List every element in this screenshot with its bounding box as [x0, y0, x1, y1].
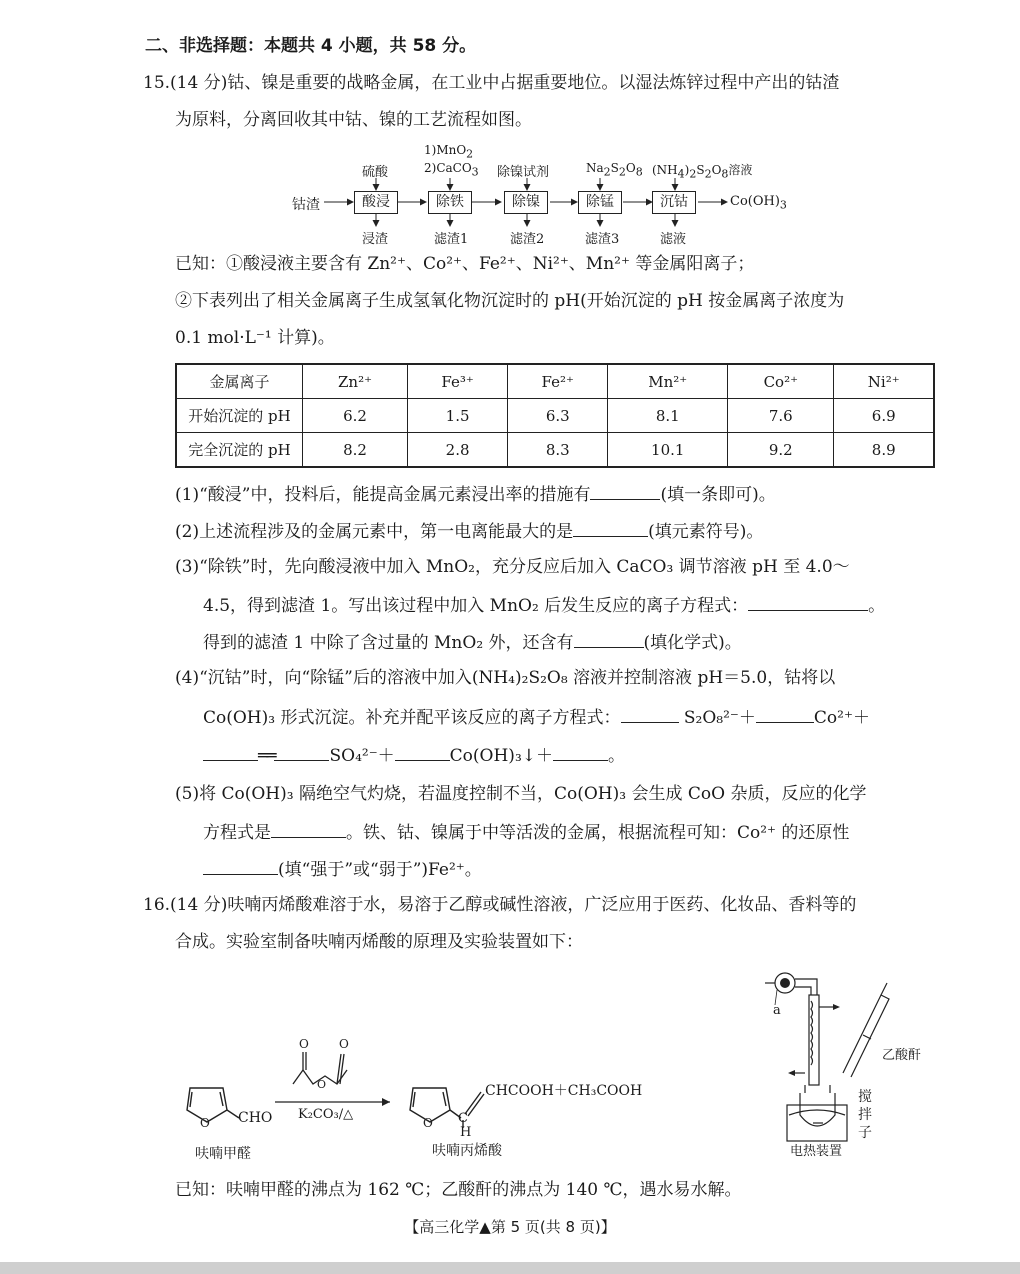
reagent-na2s2o8: $Na_2S_2O_8$ — [586, 161, 643, 179]
output-filtrate: 滤液 — [660, 232, 687, 247]
product-group: CHCOOH＋CH₃COOH — [485, 1083, 643, 1099]
table-header-cell: Co²⁺ — [728, 364, 834, 399]
apparatus-label-stir-2: 拌 — [858, 1107, 872, 1123]
reagent-nickel-remover: 除镍试剂 — [497, 165, 550, 180]
answer-blank[interactable] — [553, 746, 608, 761]
table-cell: 6.2 — [303, 399, 408, 433]
q15-part2-text: (2)上述流程涉及的金属元素中，第一电离能最大的是 — [175, 522, 574, 542]
apparatus-label-heater: 电热装置 — [790, 1144, 843, 1159]
equation-cooh3: Co(OH)₃↓＋ — [449, 746, 553, 766]
q15-part3-line3-text: 得到的滤渣 1 中除了含过量的 MnO₂ 外，还含有 — [203, 633, 574, 653]
table-cell: 10.1 — [608, 433, 728, 468]
apparatus-label-stir-3: 子 — [858, 1125, 872, 1141]
q15-part2-tail: (填元素符号)。 — [648, 522, 764, 542]
q15-part5-line2a: 方程式是 — [203, 823, 271, 843]
q15-part4-line2 — [203, 708, 870, 727]
flow-step-precipitate-cobalt: 沉钴 — [652, 191, 696, 214]
equals-sign-icon: ══ — [258, 746, 275, 766]
output-residue-3: 滤渣3 — [585, 232, 620, 247]
q15-part3-line3 — [203, 633, 742, 652]
q15-intro-line2: 为原料，分离回收其中钴、镍的工艺流程如图。 — [175, 110, 532, 130]
table-cell: 2.8 — [408, 433, 508, 468]
table-cell: 8.9 — [834, 433, 934, 468]
answer-blank[interactable] — [573, 522, 648, 537]
apparatus-label-acetic-anhydride: 乙酸酐 — [882, 1048, 922, 1063]
answer-blank[interactable] — [748, 596, 868, 611]
equation-end: 。 — [608, 746, 625, 766]
apparatus-diagram — [745, 965, 945, 1165]
product-name: 呋喃丙烯酸 — [432, 1143, 502, 1159]
flow-step-remove-manganese: 除锰 — [578, 191, 622, 214]
q15-part5-line1: (5)将 Co(OH)₃ 隔绝空气灼烧，若温度控制不当，Co(OH)₃ 会生成 CoO 杂质，反应的化学 — [175, 784, 867, 804]
q15-part3-line2-text: 4.5，得到滤渣 1。写出该过程中加入 MnO₂ 后发生反应的离子方程式： — [203, 596, 749, 616]
q15-part3-line1: (3)“除铁”时，先向酸浸液中加入 MnO₂，充分反应后加入 CaCO₃ 调节溶液 pH 至 4.0～ — [175, 557, 850, 577]
q15-part3-line3-tail: (填化学式)。 — [643, 633, 742, 653]
bottom-bar — [0, 1262, 1020, 1274]
table-header-cell: Fe²⁺ — [508, 364, 608, 399]
apparatus-label-a: a — [773, 1003, 781, 1018]
table-cell: 开始沉淀的 pH — [176, 399, 303, 433]
q15-part1-text: (1)“酸浸”中，投料后，能提高金属元素浸出率的措施有 — [175, 485, 591, 505]
furan-ring-product — [410, 1088, 484, 1128]
table-cell: 8.2 — [303, 433, 408, 468]
table-cell: 6.3 — [508, 399, 608, 433]
q16-intro-line2: 合成。实验室制备呋喃丙烯酸的原理及实验装置如下： — [175, 932, 583, 952]
svg-text:O: O — [423, 1116, 433, 1130]
table-cell: 完全沉淀的 pH — [176, 433, 303, 468]
table-cell: 8.1 — [608, 399, 728, 433]
q15-part5-line2b: 。铁、钴、镍属于中等活泼的金属，根据流程可知：Co²⁺ 的还原性 — [346, 823, 850, 843]
equation-co2plus: Co²⁺＋ — [813, 708, 870, 728]
q15-known-2-line2: 0.1 mol·L⁻¹ 计算)。 — [175, 328, 335, 348]
reaction-condition: K₂CO₃/△ — [298, 1107, 354, 1122]
q15-known-2-line1: ②下表列出了相关金属离子生成氢氧化物沉淀时的 pH(开始沉淀的 pH 按金属离子浓度为 — [175, 291, 845, 311]
output-residue-1: 滤渣1 — [434, 232, 469, 247]
reactant-cho-group: CHO — [238, 1110, 273, 1126]
q16-intro-line1: 16.(14 分)呋喃丙烯酸难溶于水，易溶于乙醇或碱性溶液，广泛应用于医药、化妆品、香料等的 — [143, 895, 857, 915]
table-cell: 8.3 — [508, 433, 608, 468]
ph-table — [175, 363, 935, 468]
q15-part1 — [175, 485, 776, 504]
flow-step-acid-leach: 酸浸 — [354, 191, 398, 214]
equation-so4: SO₄²⁻＋ — [329, 746, 395, 766]
q15-part3-line2-tail: 。 — [868, 596, 886, 616]
reagent-caco3: 2)CaCO$_3$ — [424, 161, 479, 179]
table-header-cell: Ni²⁺ — [834, 364, 934, 399]
flow-step-remove-iron: 除铁 — [428, 191, 472, 214]
table-header-row — [176, 364, 934, 399]
q15-part5-line3-text: (填“强于”或“弱于”)Fe²⁺。 — [278, 860, 482, 880]
svg-text:O: O — [339, 1037, 349, 1051]
equation-s2o8: S₂O₈²⁻＋ — [683, 708, 756, 728]
answer-blank[interactable] — [756, 708, 814, 723]
flow-step-remove-nickel: 除镍 — [504, 191, 548, 214]
product-ch-label: C — [458, 1111, 468, 1126]
table-row — [176, 433, 934, 468]
answer-blank[interactable] — [271, 823, 346, 838]
answer-blank[interactable] — [574, 633, 644, 648]
svg-text:O: O — [299, 1037, 309, 1051]
furan-ring-reactant — [187, 1088, 239, 1122]
reagent-nh4-s2o8-solution: $(NH_4)_2S_2O_8$溶液 — [652, 163, 753, 181]
answer-blank[interactable] — [203, 860, 278, 875]
q15-part4-line3 — [203, 746, 625, 765]
svg-text:O: O — [200, 1116, 210, 1130]
table-cell: 7.6 — [728, 399, 834, 433]
flow-start: 钴渣 — [292, 197, 320, 213]
output-leach-residue: 浸渣 — [362, 232, 389, 247]
table-cell: 6.9 — [834, 399, 934, 433]
reagent-mno2: 1)MnO$_2$ — [424, 143, 474, 161]
q15-part5-line2 — [203, 823, 849, 842]
q15-part1-tail: (填一条即可)。 — [660, 485, 776, 505]
q15-part3-line2 — [203, 596, 885, 615]
table-header-cell: 金属离子 — [176, 364, 303, 399]
q15-known-1: 已知：①酸浸液主要含有 Zn²⁺、Co²⁺、Fe²⁺、Ni²⁺、Mn²⁺ 等金属阳离子； — [175, 254, 755, 274]
q16-known: 已知：呋喃甲醛的沸点为 162 ℃；乙酸酐的沸点为 140 ℃，遇水易水解。 — [175, 1180, 742, 1200]
product-h-label: H — [460, 1125, 472, 1140]
apparatus-label-stir-1: 搅 — [858, 1089, 872, 1105]
page-footer: 【高三化学▲第 5 页(共 8 页)】 — [404, 1218, 616, 1236]
reactant-name: 呋喃甲醛 — [195, 1146, 251, 1162]
answer-blank[interactable] — [274, 746, 329, 761]
answer-blank[interactable] — [590, 485, 660, 500]
table-cell: 1.5 — [408, 399, 508, 433]
q15-part2 — [175, 522, 763, 541]
table-header-cell: Fe³⁺ — [408, 364, 508, 399]
answer-blank[interactable] — [621, 708, 679, 723]
reagent-sulfuric-acid: 硫酸 — [362, 165, 389, 180]
answer-blank[interactable] — [395, 746, 450, 761]
svg-text:O: O — [317, 1078, 327, 1091]
q15-part4-line1: (4)“沉钴”时，向“除锰”后的溶液中加入(NH₄)₂S₂O₈ 溶液并控制溶液 pH＝5.0，钴将以 — [175, 668, 836, 688]
output-residue-2: 滤渣2 — [510, 232, 545, 247]
table-header-cell: Mn²⁺ — [608, 364, 728, 399]
table-header-cell: Zn²⁺ — [303, 364, 408, 399]
q15-part4-line2-text: Co(OH)₃ 形式沉淀。补充并配平该反应的离子方程式： — [203, 708, 621, 728]
q15-intro-line1: 15.(14 分)钴、镍是重要的战略金属，在工业中占据重要地位。以湿法炼锌过程中产出的钴渣 — [143, 73, 840, 93]
table-cell: 9.2 — [728, 433, 834, 468]
table-row — [176, 399, 934, 433]
answer-blank[interactable] — [203, 746, 258, 761]
section-heading: 二、非选择题：本题共 4 小题，共 58 分。 — [145, 36, 477, 56]
flow-end-product: $Co(OH)_3$ — [730, 194, 787, 212]
q15-part5-line3 — [203, 860, 482, 879]
